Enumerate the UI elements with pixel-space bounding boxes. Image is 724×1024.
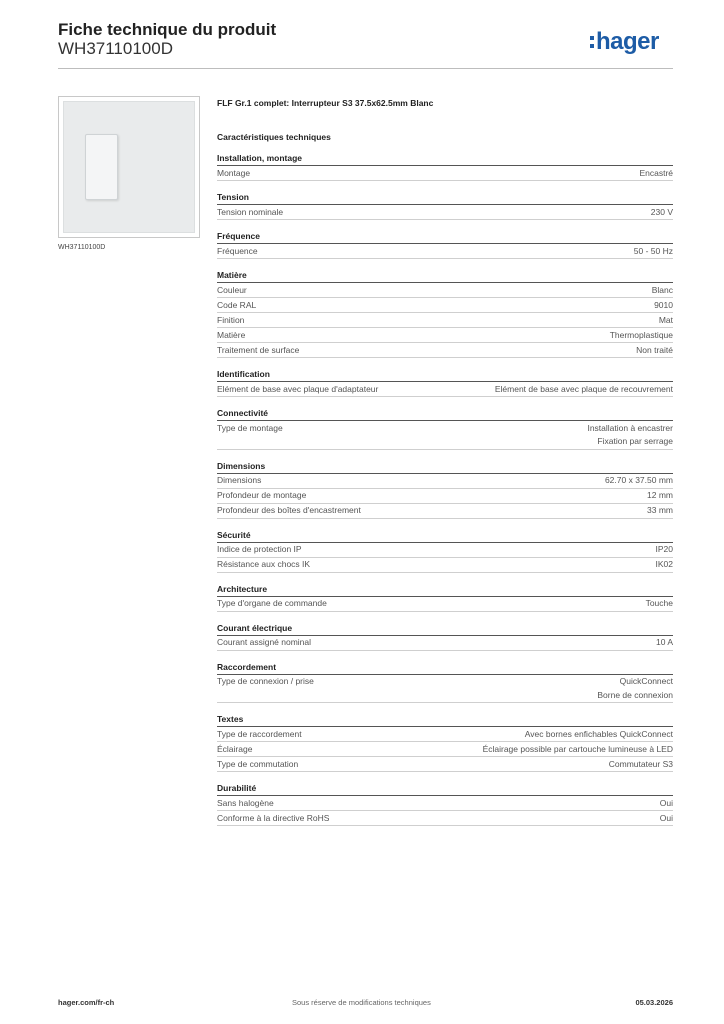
- spec-value-line: Installation à encastrer: [587, 422, 673, 433]
- spec-label: Type d'organe de commande: [217, 598, 327, 608]
- spec-row: [217, 504, 673, 519]
- section-title: Architecture: [217, 583, 673, 597]
- spec-section: [217, 191, 673, 220]
- spec-label: Type de raccordement: [217, 728, 302, 739]
- spec-value: [483, 743, 673, 757]
- header-title: Fiche technique du produit: [58, 20, 277, 39]
- switch-plate-image: [63, 101, 195, 233]
- spec-value-line: 50 - 50 Hz: [633, 245, 673, 256]
- spec-label: Tension nominale: [217, 206, 284, 217]
- section-title: Installation, montage: [217, 152, 673, 166]
- spec-value-line: 9010: [654, 299, 673, 310]
- footer-date: 05.03.2026: [635, 998, 673, 1007]
- spec-value: [525, 728, 673, 742]
- spec-row: [217, 543, 673, 558]
- footer-website-link[interactable]: hager.com/fr-ch: [58, 998, 115, 1007]
- footer-disclaimer: Sous réserve de modifications techniques: [292, 998, 431, 1007]
- spec-section: [217, 622, 673, 651]
- spec-row: [217, 328, 673, 343]
- section-title: Durabilité: [217, 782, 673, 796]
- spec-value-line: Oui: [659, 797, 673, 808]
- spec-value: [634, 245, 673, 259]
- spec-label: Éclairage: [217, 743, 253, 754]
- spec-value-line: Elément de base avec plaque de recouvrement: [494, 383, 673, 394]
- spec-label: Traitement de surface: [217, 344, 300, 355]
- spec-label: Matière: [217, 329, 246, 340]
- spec-content: [217, 96, 673, 826]
- spec-value-line: Non traité: [636, 344, 673, 355]
- spec-value-line: QuickConnect: [619, 676, 673, 686]
- spec-value-line: Éclairage possible par cartouche lumineuse à LED: [482, 743, 673, 754]
- spec-label: Elément de base avec plaque d'adaptateur: [217, 383, 379, 394]
- product-image: [58, 96, 200, 238]
- spec-label: Profondeur des boîtes d'encastrement: [217, 505, 361, 515]
- spec-value-line: Oui: [659, 812, 673, 823]
- spec-row: [217, 298, 673, 313]
- header-divider: [58, 68, 673, 69]
- logo-dots-icon: [590, 28, 595, 48]
- spec-row: [217, 343, 673, 358]
- header-reference: WH37110100D: [58, 39, 173, 58]
- spec-value-line: IP20: [655, 544, 673, 554]
- spec-label: Finition: [217, 314, 245, 325]
- spec-label: Conforme à la directive RoHS: [217, 812, 330, 823]
- spec-section: [217, 460, 673, 519]
- section-title: Connectivité: [217, 407, 673, 421]
- spec-row: [217, 675, 673, 704]
- spec-label: Résistance aux chocs IK: [217, 559, 311, 569]
- spec-value-line: Mat: [658, 314, 673, 325]
- spec-label: Courant assigné nominal: [217, 637, 312, 647]
- spec-row: [217, 597, 673, 612]
- spec-value-line: Commutateur S3: [608, 758, 673, 769]
- spec-label: Fréquence: [217, 245, 258, 256]
- spec-section: [217, 782, 673, 826]
- spec-label: Code RAL: [217, 299, 257, 310]
- spec-section: [217, 583, 673, 612]
- section-title: Tension: [217, 191, 673, 205]
- spec-section: [217, 529, 673, 573]
- spec-value: [597, 675, 673, 702]
- spec-section: [217, 407, 673, 450]
- spec-row: [217, 474, 673, 489]
- spec-value: [609, 758, 673, 772]
- spec-value: [587, 422, 673, 449]
- spec-value: [605, 474, 673, 488]
- spec-section: [217, 661, 673, 704]
- logo-text: hager: [596, 28, 659, 55]
- spec-value-line: Borne de connexion: [597, 689, 673, 700]
- spec-row: [217, 244, 673, 259]
- spec-sections: [217, 152, 673, 826]
- spec-value: [659, 314, 673, 328]
- spec-label: Type de connexion / prise: [217, 676, 314, 686]
- section-title: Sécurité: [217, 529, 673, 543]
- spec-label: Indice de protection IP: [217, 544, 302, 554]
- spec-row: [217, 283, 673, 298]
- spec-row: [217, 742, 673, 757]
- spec-value: [652, 284, 673, 298]
- spec-value: [660, 812, 673, 826]
- spec-value: [495, 383, 673, 397]
- spec-value: [647, 489, 673, 503]
- spec-row: [217, 796, 673, 811]
- spec-row: [217, 811, 673, 826]
- spec-section: [217, 230, 673, 259]
- spec-section: [217, 152, 673, 181]
- spec-value-line: 62.70 x 37.50 mm: [604, 475, 673, 485]
- spec-section: [217, 368, 673, 397]
- section-title: Raccordement: [217, 661, 673, 675]
- section-title: Dimensions: [217, 460, 673, 474]
- product-title: FLF Gr.1 complet: Interrupteur S3 37.5x62.5mm Blanc: [217, 98, 434, 108]
- spec-label: Dimensions: [217, 475, 262, 485]
- spec-value-line: 12 mm: [647, 490, 673, 500]
- spec-label: Type de commutation: [217, 758, 299, 769]
- spec-value: [636, 344, 673, 358]
- switch-rocker-image: [85, 134, 118, 200]
- section-title: Courant électrique: [217, 622, 673, 636]
- section-title: Textes: [217, 713, 673, 727]
- spec-row: [217, 558, 673, 573]
- spec-row: [217, 382, 673, 397]
- section-title: Matière: [217, 269, 673, 283]
- spec-label: Couleur: [217, 284, 247, 295]
- spec-row: [217, 636, 673, 651]
- hager-logo: [590, 28, 659, 56]
- spec-label: Montage: [217, 167, 251, 178]
- spec-row: [217, 727, 673, 742]
- spec-value: [646, 597, 673, 611]
- spec-value-line: 10 A: [655, 637, 673, 647]
- section-title: Identification: [217, 368, 673, 382]
- spec-value: [654, 299, 673, 313]
- spec-value: [651, 206, 673, 220]
- spec-heading: Caractéristiques techniques: [217, 132, 331, 142]
- spec-row: [217, 313, 673, 328]
- spec-row: [217, 489, 673, 504]
- spec-value: [610, 329, 673, 343]
- spec-value-line: Touche: [645, 598, 673, 608]
- spec-row: [217, 421, 673, 450]
- spec-value: [656, 636, 673, 650]
- spec-value-line: Blanc: [651, 284, 673, 295]
- spec-label: Profondeur de montage: [217, 490, 307, 500]
- spec-value: [656, 543, 674, 557]
- spec-value: [660, 797, 673, 811]
- spec-value-line: IK02: [655, 559, 673, 569]
- spec-value-line: 230 V: [650, 206, 673, 217]
- spec-value-line: 33 mm: [647, 505, 673, 515]
- spec-value: [647, 504, 673, 518]
- spec-section: [217, 713, 673, 772]
- spec-section: [217, 269, 673, 358]
- spec-value-line: Avec bornes enfichables QuickConnect: [524, 728, 673, 739]
- spec-value-line: Thermoplastique: [609, 329, 673, 340]
- spec-label: Type de montage: [217, 422, 283, 433]
- footer: [58, 998, 673, 1010]
- spec-row: [217, 205, 673, 220]
- spec-row: [217, 166, 673, 181]
- section-title: Fréquence: [217, 230, 673, 244]
- spec-label: Sans halogène: [217, 797, 274, 808]
- spec-value: [639, 167, 673, 181]
- spec-value-line: Fixation par serrage: [597, 436, 673, 446]
- spec-value: [656, 558, 674, 572]
- spec-value-line: Encastré: [639, 167, 673, 178]
- product-image-caption: WH37110100D: [58, 244, 106, 251]
- spec-row: [217, 757, 673, 772]
